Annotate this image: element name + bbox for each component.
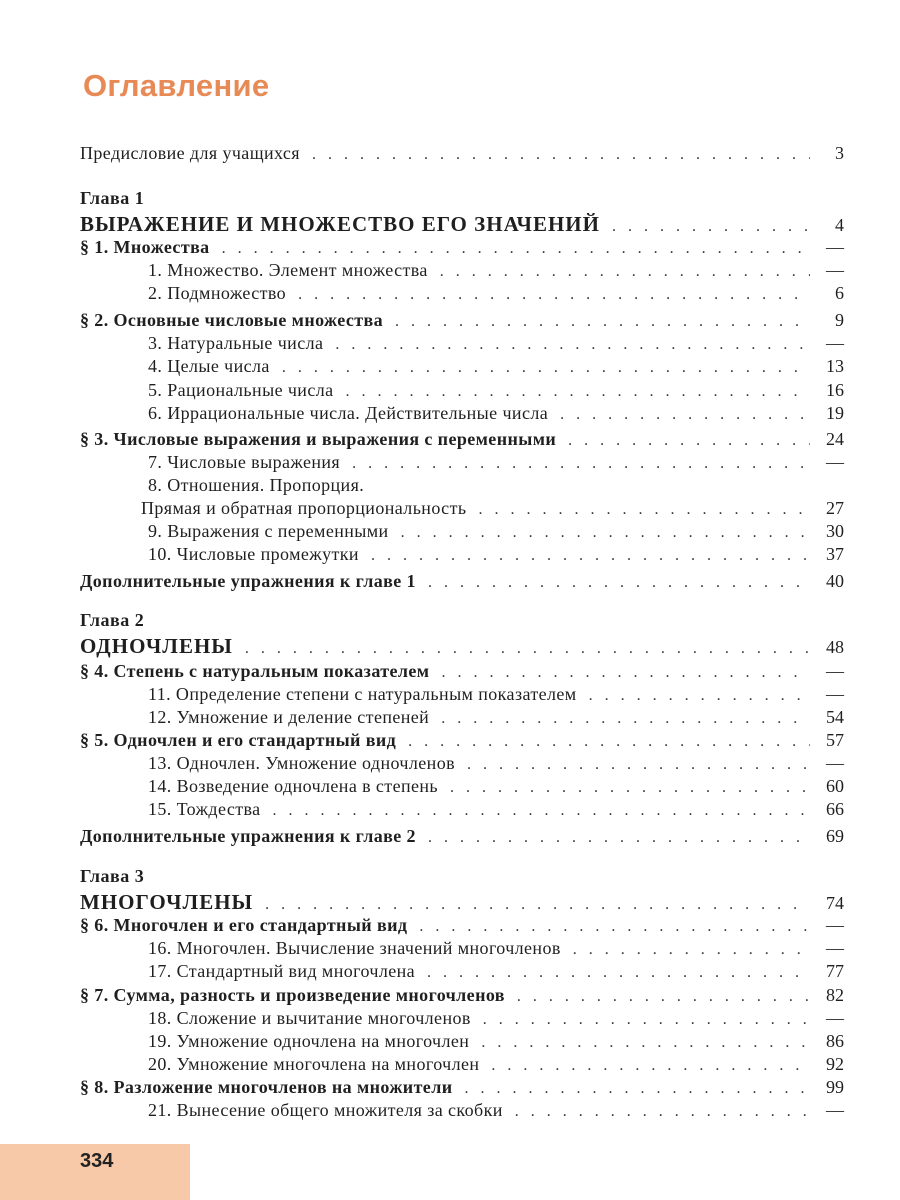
entry-page: 86 [826, 1031, 844, 1051]
toc-entry-topic-19[interactable] [80, 1031, 844, 1055]
entry-label: 2. Подмножество [148, 283, 287, 303]
dot-leader [491, 1057, 810, 1075]
toc-entry-preface[interactable] [80, 143, 844, 167]
dot-leader [467, 756, 810, 774]
dot-leader [483, 1011, 810, 1029]
dot-leader [515, 1103, 810, 1121]
entry-page: — [826, 452, 844, 472]
entry-page: 6 [835, 283, 844, 303]
toc-entry-topic-8-line-2[interactable] [80, 498, 844, 522]
entry-label: Прямая и обратная пропорциональность [141, 498, 467, 518]
entry-page: — [826, 260, 844, 280]
entry-label: 14. Возведение одночлена в степень [148, 776, 439, 796]
toc-entry-topic-6[interactable] [80, 403, 844, 427]
dot-leader [478, 501, 810, 519]
entry-label: 15. Тождества [148, 799, 261, 819]
toc-entry-topic-10[interactable] [80, 544, 844, 568]
dot-leader [560, 406, 810, 424]
toc-entry-section-3[interactable] [80, 429, 844, 453]
toc-entry-topic-20[interactable] [80, 1054, 844, 1078]
entry-label: ВЫРАЖЕНИЕ И МНОЖЕСТВО ЕГО ЗНАЧЕНИЙ [80, 212, 600, 236]
entry-page: — [826, 1008, 844, 1028]
toc-entry-topic-13[interactable] [80, 753, 844, 777]
dot-leader [298, 286, 810, 304]
entry-label: 17. Стандартный вид многочлена [148, 961, 416, 981]
entry-page: — [826, 684, 844, 704]
entry-page: — [826, 938, 844, 958]
dot-leader [245, 640, 810, 658]
entry-page: 16 [826, 380, 844, 400]
entry-label: 5. Рациональные числа [148, 380, 334, 400]
page-number: 334 [80, 1150, 114, 1172]
entry-page: — [826, 753, 844, 773]
entry-page: 66 [826, 799, 844, 819]
toc-entry-topic-11[interactable] [80, 684, 844, 708]
entry-label: 4. Целые числа [148, 356, 270, 376]
dot-leader [427, 964, 810, 982]
dot-leader [335, 336, 810, 354]
dot-leader [352, 455, 810, 473]
toc-entry-topic-18[interactable] [80, 1008, 844, 1032]
toc-entry-topic-21[interactable] [80, 1100, 844, 1124]
entry-page: 77 [826, 961, 844, 981]
dot-leader [441, 664, 810, 682]
toc-entry-topic-9[interactable] [80, 521, 844, 545]
dot-leader [440, 263, 810, 281]
toc-entry-section-7[interactable] [80, 985, 844, 1009]
entry-label: 13. Одночлен. Умножение одночленов [148, 753, 455, 773]
dot-leader [573, 941, 810, 959]
toc-entry-section-8[interactable] [80, 1077, 844, 1101]
entry-label: 12. Умножение и деление степеней [148, 707, 430, 727]
dot-leader [346, 383, 811, 401]
toc-entry-section-1[interactable] [80, 237, 844, 261]
dot-leader [428, 574, 810, 592]
entry-page: 69 [826, 826, 844, 846]
entry-page: — [826, 333, 844, 353]
entry-page: — [826, 1100, 844, 1120]
entry-page: 92 [826, 1054, 844, 1074]
toc-entry-extra-exercises-1[interactable] [80, 571, 844, 595]
entry-label: 19. Умножение одночлена на многочлен [148, 1031, 470, 1051]
entry-page: 3 [835, 143, 844, 163]
dot-leader [395, 313, 810, 331]
toc-entry-chapter-1[interactable] [80, 212, 844, 236]
dot-leader [222, 240, 810, 258]
entry-label: ОДНОЧЛЕНЫ [80, 634, 233, 658]
entry-page: 54 [826, 707, 844, 727]
dot-leader [408, 733, 810, 751]
chapter-1-heading: Глава 1 [80, 188, 145, 208]
entry-page: 13 [826, 356, 844, 376]
toc-entry-topic-12[interactable] [80, 707, 844, 731]
entry-label: 6. Иррациональные числа. Действительные числа [148, 403, 549, 423]
entry-label: 16. Многочлен. Вычисление значений многочленов [148, 938, 561, 958]
dot-leader [265, 896, 810, 914]
entry-label: МНОГОЧЛЕНЫ [80, 890, 254, 914]
toc-entry-section-4[interactable] [80, 661, 844, 685]
entry-label: 18. Сложение и вычитание многочленов [148, 1008, 471, 1028]
toc-entry-topic-4[interactable] [80, 356, 844, 380]
entry-page: 30 [826, 521, 844, 541]
entry-label: § 3. Числовые выражения и выражения с переменными [80, 429, 557, 449]
entry-page: 40 [826, 571, 844, 591]
toc-entry-topic-1[interactable] [80, 260, 844, 284]
entry-page: 60 [826, 776, 844, 796]
entry-label: 3. Натуральные числа [148, 333, 324, 353]
entry-label: 1. Множество. Элемент множества [148, 260, 428, 280]
chapter-3-heading: Глава 3 [80, 866, 145, 886]
toc-entry-topic-15[interactable] [80, 799, 844, 823]
dot-leader [481, 1034, 810, 1052]
entry-label: Дополнительные упражнения к главе 2 [80, 826, 416, 846]
toc-entry-topic-7[interactable] [80, 452, 844, 476]
entry-label: 7. Числовые выражения [148, 452, 341, 472]
toc-entry-extra-exercises-2[interactable] [80, 826, 844, 850]
entry-page: 74 [826, 893, 844, 913]
entry-page: — [826, 915, 844, 935]
toc-entry-chapter-2[interactable] [80, 634, 844, 658]
dot-leader [450, 779, 810, 797]
toc-entry-section-6[interactable] [80, 915, 844, 939]
entry-page: 37 [826, 544, 844, 564]
dot-leader [568, 432, 810, 450]
dot-leader [441, 710, 810, 728]
dot-leader [273, 802, 810, 820]
entry-page: 82 [826, 985, 844, 1005]
entry-label: § 1. Множества [80, 237, 210, 257]
entry-label: 10. Числовые промежутки [148, 544, 359, 564]
toc-entry-topic-2[interactable] [80, 283, 844, 307]
toc-entry-topic-8-line-1[interactable] [80, 475, 844, 499]
entry-label: 8. Отношения. Пропорция. [148, 475, 365, 495]
dot-leader [401, 524, 810, 542]
entry-label: § 6. Многочлен и его стандартный вид [80, 915, 408, 935]
toc-entry-topic-3[interactable] [80, 333, 844, 357]
dot-leader [419, 918, 810, 936]
entry-label: Предисловие для учащихся [80, 143, 300, 163]
chapter-2-heading: Глава 2 [80, 610, 145, 630]
entry-label: 11. Определение степени с натуральным показателем [148, 684, 577, 704]
entry-page: 19 [826, 403, 844, 423]
entry-page: 24 [826, 429, 844, 449]
entry-label: § 8. Разложение многочленов на множители [80, 1077, 453, 1097]
dot-leader [464, 1080, 810, 1098]
entry-page: — [826, 237, 844, 257]
entry-page: 48 [826, 637, 844, 657]
entry-label: 20. Умножение многочлена на многочлен [148, 1054, 480, 1074]
dot-leader [312, 146, 810, 164]
dot-leader [282, 359, 810, 377]
toc-entry-section-2[interactable] [80, 310, 844, 334]
entry-label: § 4. Степень с натуральным показателем [80, 661, 430, 681]
dot-leader [589, 687, 810, 705]
entry-page: 57 [826, 730, 844, 750]
dot-leader [428, 829, 810, 847]
entry-page: 4 [835, 215, 844, 235]
entry-page: — [826, 661, 844, 681]
toc-entry-topic-14[interactable] [80, 776, 844, 800]
toc-entry-topic-16[interactable] [80, 938, 844, 962]
entry-label: 21. Вынесение общего множителя за скобки [148, 1100, 503, 1120]
toc-entry-topic-17[interactable] [80, 961, 844, 985]
page-title: Оглавление [83, 68, 270, 103]
toc-entry-topic-5[interactable] [80, 380, 844, 404]
dot-leader [612, 218, 810, 236]
toc-entry-chapter-3[interactable] [80, 890, 844, 914]
entry-label: Дополнительные упражнения к главе 1 [80, 571, 416, 591]
dot-leader [517, 988, 810, 1006]
entry-page: 27 [826, 498, 844, 518]
entry-page: 9 [835, 310, 844, 330]
entry-page: 99 [826, 1077, 844, 1097]
toc-entry-section-5[interactable] [80, 730, 844, 754]
entry-label: § 5. Одночлен и его стандартный вид [80, 730, 397, 750]
entry-label: § 2. Основные числовые множества [80, 310, 384, 330]
entry-label: § 7. Сумма, разность и произведение многочленов [80, 985, 505, 1005]
entry-label: 9. Выражения с переменными [148, 521, 389, 541]
dot-leader [371, 547, 810, 565]
